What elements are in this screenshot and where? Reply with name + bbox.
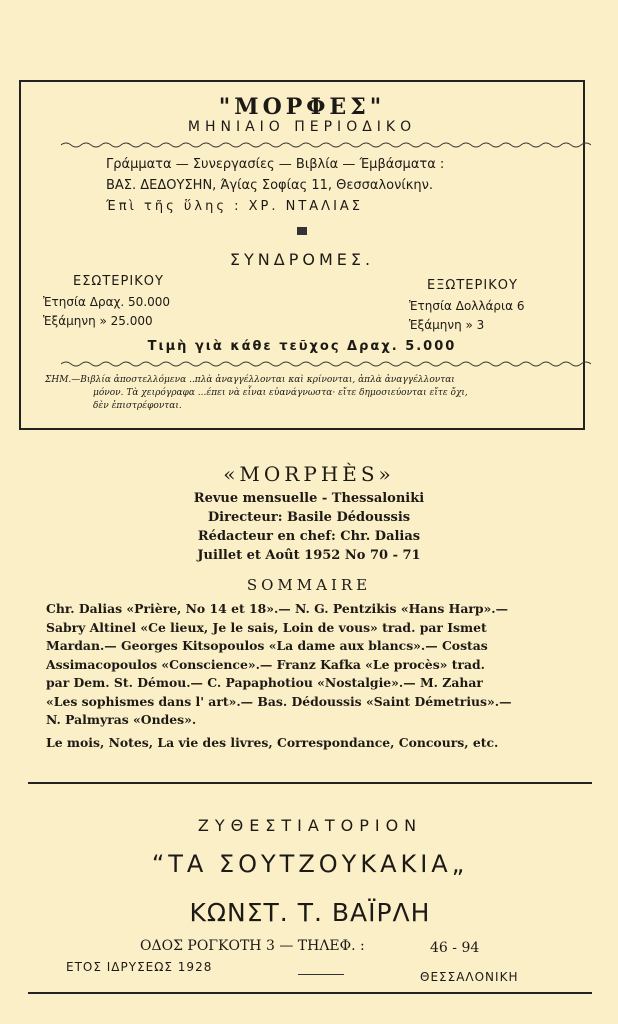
greek-header-box bbox=[19, 80, 585, 430]
wavy-divider bbox=[61, 360, 591, 368]
domestic-semiannual: Ἑξάμηνη » 25.000 bbox=[43, 314, 153, 328]
domestic-annual: Ἐτησία Δραχ. 50.000 bbox=[43, 295, 171, 309]
sommaire-heading: SOMMAIRE bbox=[246, 576, 372, 594]
restaurant-ad-box bbox=[28, 782, 592, 994]
sommaire-line: Assimacopoulos «Conscience».— Franz Kafka «Le procès» trad. bbox=[46, 656, 485, 672]
note-line-3: δὲν ἐπιστρέφονται. bbox=[93, 401, 182, 411]
ad-name: “ΤΑ ΣΟΥΤΖΟΥΚΑΚΙΑ„ bbox=[151, 850, 469, 878]
foreign-heading: ΕΞΩΤΕΡΙΚΟΥ bbox=[427, 278, 518, 293]
foreign-annual: Ἐτησία Δολλάρια 6 bbox=[409, 299, 525, 313]
sommaire-line: «Les sophismes dans l' art».— Bas. Dédoussis «Saint Démetrius».— bbox=[46, 693, 512, 709]
ad-city: ΘΕΣΣΑΛΟΝΙΚΗ bbox=[420, 970, 519, 984]
ornament-icon bbox=[297, 227, 307, 235]
editor-line: Έπὶ τῆς ὕλης : ΧΡ. ΝΤΑΛΙΑΣ bbox=[106, 199, 364, 214]
content-line: Γράμματα — Συνεργασίες — Βιβλία — Έμβάσματα : bbox=[106, 157, 445, 172]
french-line-2: Directeur: Basile Dédoussis bbox=[207, 510, 411, 525]
address-line: ΒΑΣ. ΔΕΔΟΥΣΗΝ, Άγίας Σοφίας 11, Θεσσαλονίκην. bbox=[106, 178, 434, 193]
sommaire-body bbox=[46, 600, 511, 752]
sommaire-line: N. Palmyras «Ondes». bbox=[46, 712, 197, 727]
ad-owner: ΚΩΝΣΤ. Τ. ΒΑΪΡΛΗ bbox=[189, 898, 431, 927]
note-line-1: ΣΗΜ.—Βιβλία ἀποστελλόμενα ..πλὰ ἀναγγέλλονται καὶ κρίνονται, ἁπλὰ ἀναγγέλλονται bbox=[45, 375, 455, 385]
domestic-heading: ΕΣΩΤΕΡΙΚΟΥ bbox=[73, 274, 164, 289]
greek-subtitle: ΜΗΝΙΑΙΟ ΠΕΡΙΟΔΙΚΟ bbox=[187, 119, 417, 135]
sommaire-line: Mardan.— Georges Kitsopoulos «La dame aux blancs».— Costas bbox=[46, 638, 488, 653]
sommaire-line: Le mois, Notes, La vie des livres, Correspondance, Concours, etc. bbox=[46, 734, 499, 750]
note-line-2: μόνον. Τὰ χειρόγραφα ...έπει νὰ εἶναι εὐανάγνωστα· εἴτε δημοσιεύονται εἴτε ὄχι, bbox=[93, 388, 468, 398]
french-line-3: Rédacteur en chef: Chr. Dalias bbox=[197, 529, 421, 544]
french-line-4: Juillet et Août 1952 No 70 - 71 bbox=[197, 548, 421, 563]
wavy-divider bbox=[61, 141, 591, 149]
foreign-semiannual: Ἑξάμηνη » 3 bbox=[409, 318, 485, 332]
subscriptions-heading: ΣΥΝΔΡΟΜΕΣ. bbox=[229, 250, 375, 269]
ad-heading: ΖΥΘΕΣΤΙΑΤΟΡΙΟΝ bbox=[197, 816, 423, 835]
ad-address: ΟΔΟΣ ΡΟΓΚΟΤΗ 3 — ΤΗΛΕΦ. : bbox=[140, 938, 365, 954]
sommaire-line: Sabry Altinel «Ce lieux, Je le sais, Loin de vous» trad. par Ismet bbox=[46, 619, 487, 635]
ad-founded: ΕΤΟΣ ΙΔΡΥΣΕΩΣ 1928 bbox=[66, 960, 213, 974]
divider bbox=[298, 974, 344, 975]
sommaire-line: par Dem. St. Démou.— C. Papaphotiou «Nostalgie».— M. Zahar bbox=[46, 675, 483, 690]
price-line: Τιμὴ γιὰ κάθε τεῦχος Δραχ. 5.000 bbox=[147, 339, 457, 354]
ad-phone: 46 - 94 bbox=[430, 940, 480, 956]
french-line-1: Revue mensuelle - Thessaloniki bbox=[193, 491, 425, 506]
greek-title: "ΜΟΡΦΕΣ" bbox=[218, 94, 386, 120]
sommaire-line: Chr. Dalias «Prière, No 14 et 18».— N. G. Pentzikis «Hans Harp».— bbox=[46, 601, 509, 616]
french-title: «MORPHÈS» bbox=[223, 462, 395, 486]
